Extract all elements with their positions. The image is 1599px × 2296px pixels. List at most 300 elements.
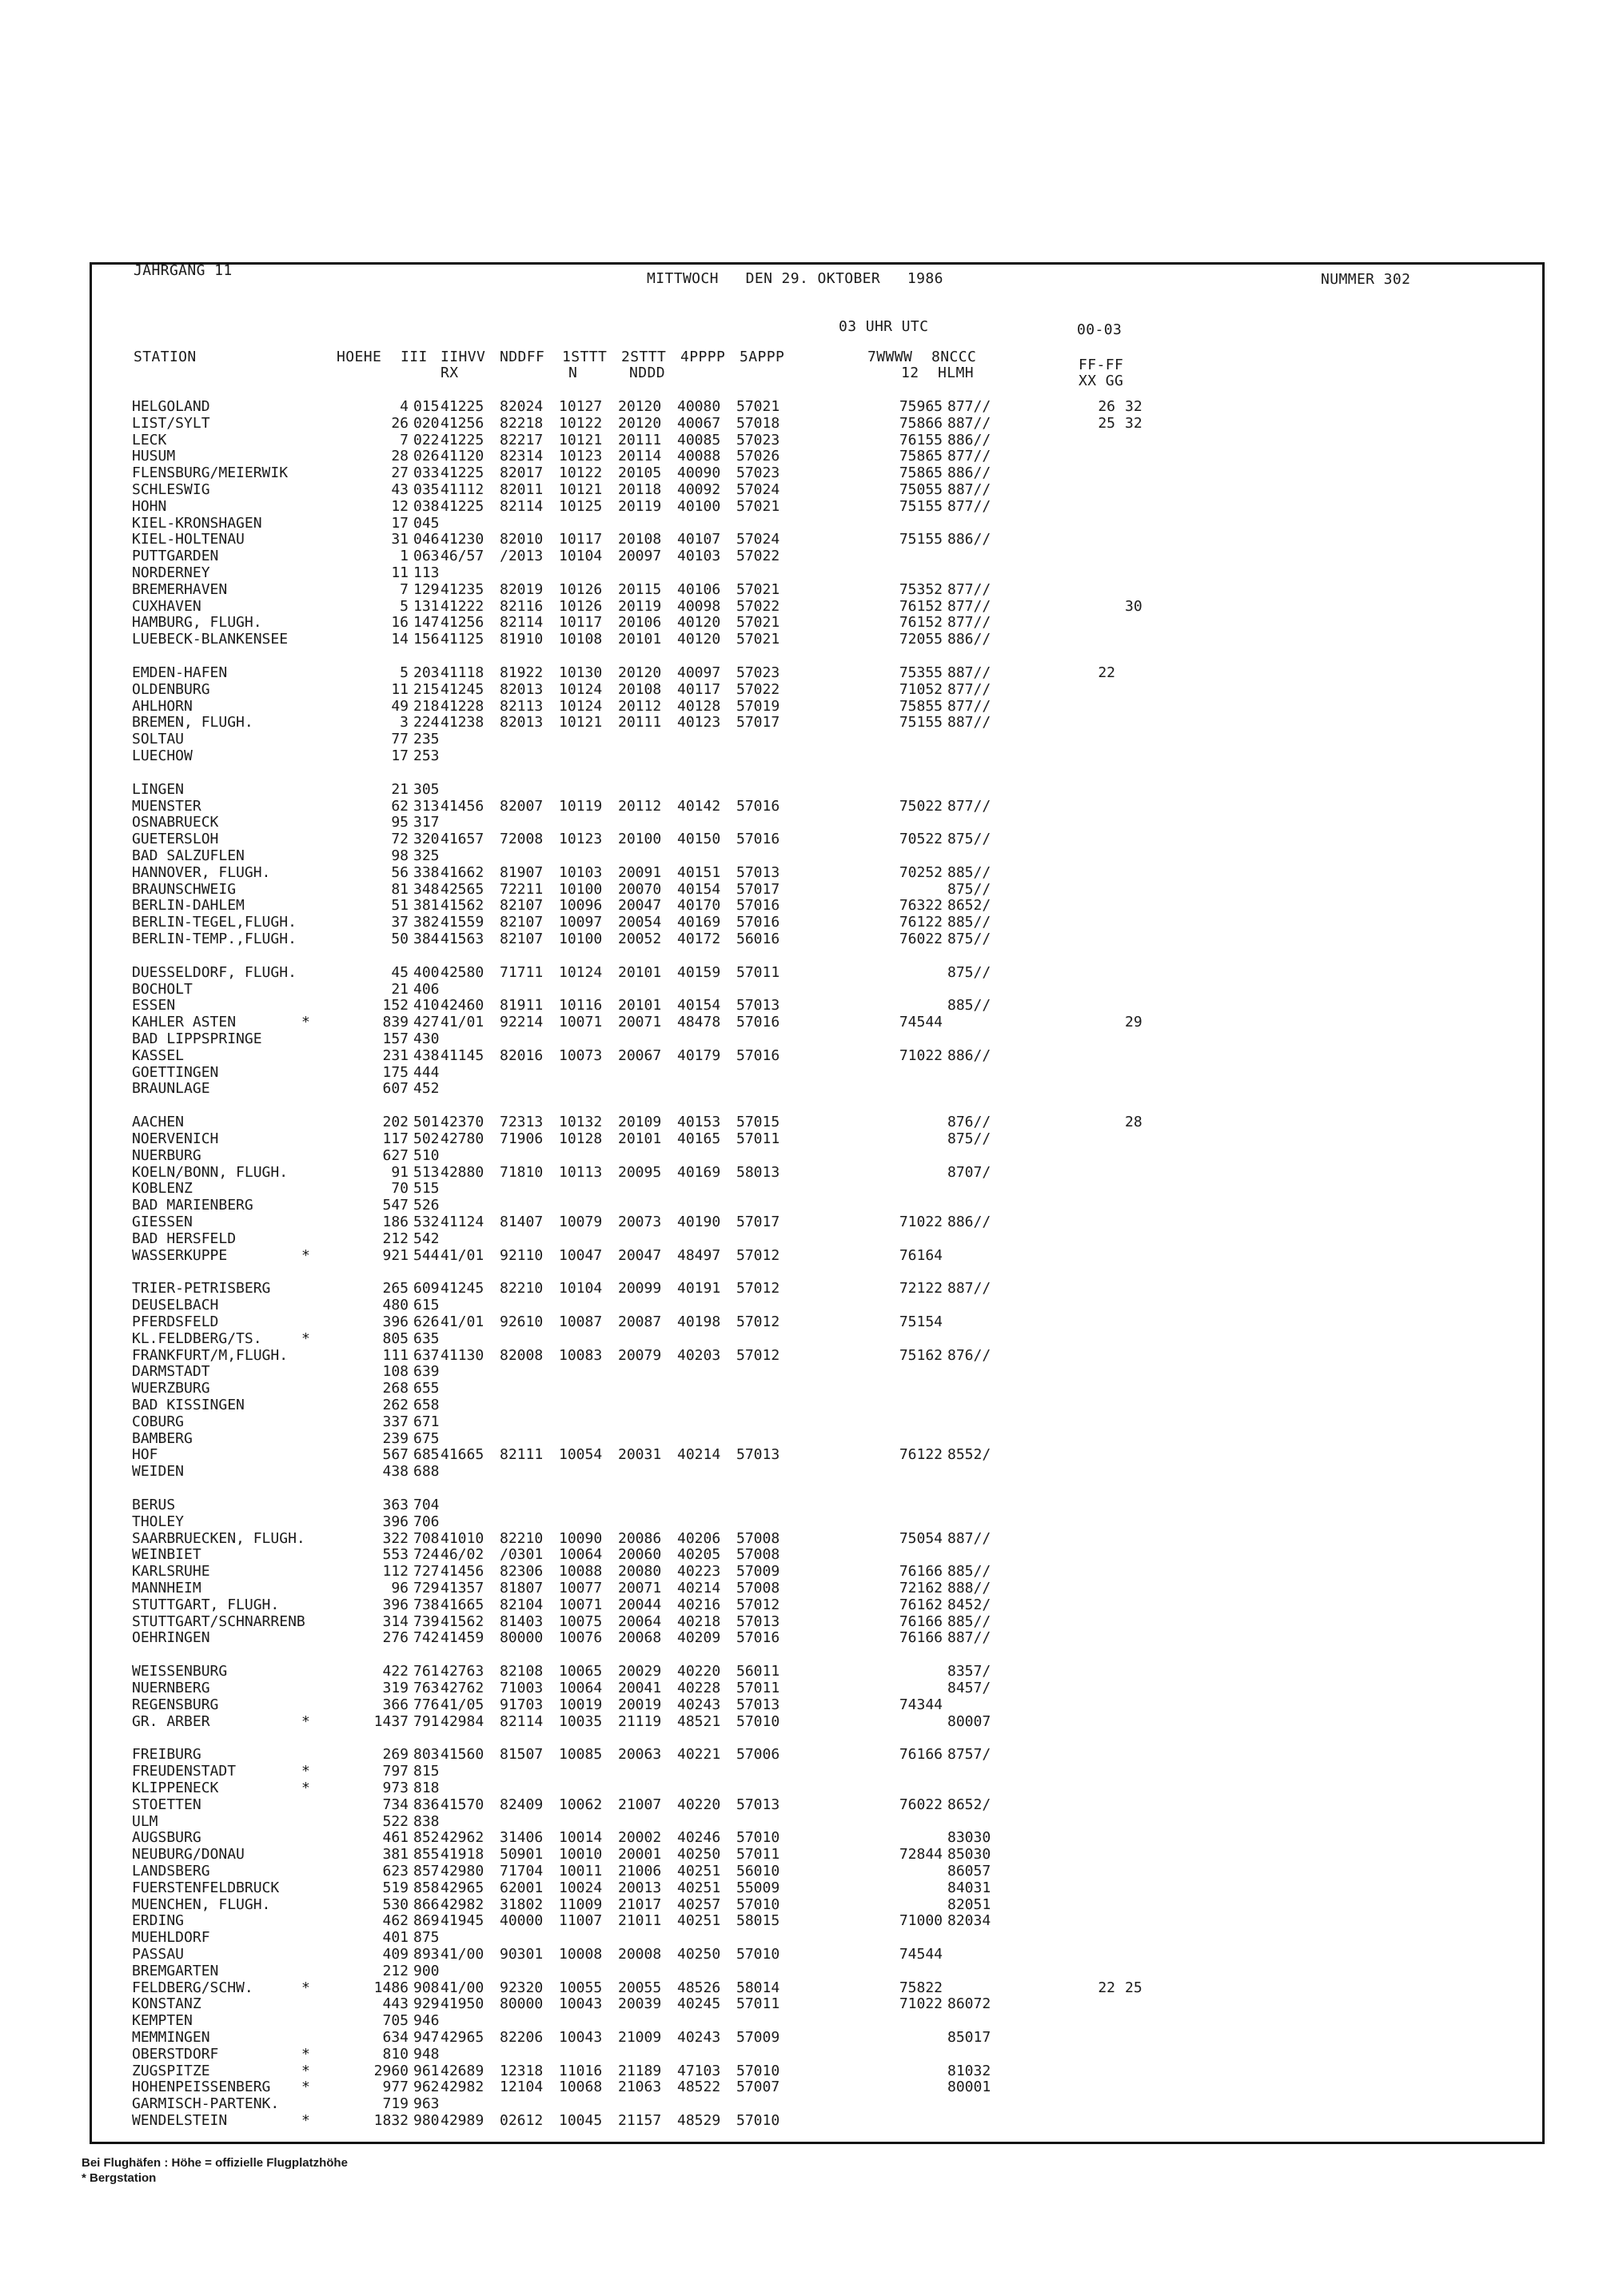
group-4pppp: 40098 (677, 597, 721, 615)
station-name: FUERSTENFELDBRUCK (132, 1879, 280, 1896)
station-height: 21 (391, 780, 409, 798)
station-height: 14 (391, 631, 409, 648)
mountain-marker: * (301, 2062, 310, 2079)
group-iihvv: 41/01 (441, 1313, 484, 1330)
group-8nccc: 877// (947, 497, 991, 515)
gust-ff: 26 (1098, 398, 1115, 415)
group-7wwww: 70522 (899, 831, 943, 848)
station-name: STOETTEN (132, 1796, 201, 1813)
group-nddff: 82306 (500, 1563, 544, 1580)
issue-number: NUMMER 302 (1321, 271, 1411, 288)
group-2sttt: 20052 (618, 931, 662, 947)
group-1sttt: 10085 (559, 1746, 603, 1764)
group-8nccc: 887// (947, 481, 991, 498)
station-id: 325 (413, 847, 440, 864)
station-name: GARMISCH-PARTENK. (132, 2095, 280, 2113)
volume-label: JAHRGANG 11 (134, 262, 233, 279)
group-5appp: 57021 (736, 398, 780, 415)
station-name: THOLEY (132, 1513, 185, 1530)
station-id: 724 (413, 1546, 440, 1564)
group-5appp: 57012 (736, 1346, 780, 1364)
group-iihvv: 41665 (441, 1446, 484, 1464)
group-1sttt: 10130 (559, 664, 603, 681)
table-row (92, 1131, 1542, 1148)
group-7wwww: 71052 (899, 680, 943, 698)
group-8nccc: 82051 (947, 1895, 991, 1913)
station-height: 443 (382, 1995, 409, 2013)
group-2sttt: 20080 (618, 1563, 662, 1580)
table-row (92, 632, 1542, 648)
table-row (92, 1114, 1542, 1131)
station-name: FRANKFURT/M,FLUGH. (132, 1346, 289, 1364)
group-1sttt: 10122 (559, 414, 603, 432)
station-id: 671 (413, 1413, 440, 1430)
group-iihvv: 42962 (441, 1829, 484, 1847)
station-name: HANNOVER, FLUGH. (132, 863, 271, 881)
station-id: 635 (413, 1329, 440, 1347)
table-row (92, 1181, 1542, 1198)
group-2sttt: 20100 (618, 831, 662, 848)
group-2sttt: 20112 (618, 697, 662, 715)
station-name: BAD KISSINGEN (132, 1397, 245, 1413)
table-row (92, 1797, 1542, 1814)
group-8nccc: 877// (947, 797, 991, 815)
station-name: BAMBERG (132, 1429, 193, 1447)
group-8nccc: 877// (947, 580, 991, 598)
group-4pppp: 40223 (677, 1563, 721, 1580)
group-5appp: 56016 (736, 931, 780, 947)
group-4pppp: 40245 (677, 1995, 721, 2013)
station-id: 852 (413, 1829, 440, 1847)
group-1sttt: 10079 (559, 1214, 603, 1230)
group-2sttt: 20097 (618, 548, 662, 565)
table-row (92, 865, 1542, 882)
table-row (92, 1963, 1542, 1980)
group-1sttt: 10121 (559, 714, 603, 731)
group-8nccc: 887// (947, 414, 991, 432)
group-nddff: 92610 (500, 1313, 544, 1330)
group-4pppp: 40250 (677, 1946, 721, 1963)
station-name: WUERZBURG (132, 1380, 210, 1397)
group-5appp: 57013 (736, 1612, 780, 1630)
group-8nccc: 875// (947, 931, 991, 947)
group-7wwww: 72122 (899, 1280, 943, 1297)
station-name: FELDBERG/SCHW. (132, 1979, 253, 1996)
group-1sttt: 10043 (559, 1995, 603, 2013)
station-height: 45 (391, 963, 409, 981)
group-nddff: 71810 (500, 1163, 544, 1181)
table-row (92, 848, 1542, 865)
group-nddff: 81403 (500, 1612, 544, 1630)
group-4pppp: 40218 (677, 1612, 721, 1630)
group-1sttt: 10124 (559, 963, 603, 981)
station-id: 022 (413, 431, 440, 448)
station-height: 422 (382, 1663, 409, 1680)
gust-ff: 22 (1098, 1979, 1115, 1996)
station-name: BERUS (132, 1497, 176, 1513)
report-date: MITTWOCH DEN 29. OKTOBER 1986 (647, 270, 943, 287)
group-2sttt: 20111 (618, 714, 662, 731)
group-1sttt: 10100 (559, 880, 603, 898)
station-height: 2960 (373, 2062, 409, 2079)
group-7wwww: 76122 (899, 914, 943, 931)
group-4pppp: 40246 (677, 1829, 721, 1847)
group-8nccc: 877// (947, 680, 991, 698)
group-2sttt: 20054 (618, 914, 662, 931)
station-height: 7 (400, 580, 409, 598)
group-4pppp: 40128 (677, 697, 721, 715)
station-height: 112 (382, 1563, 409, 1580)
group-4pppp: 40170 (677, 897, 721, 915)
table-row (92, 1314, 1542, 1331)
group-5appp: 57016 (736, 831, 780, 848)
group-4pppp: 40251 (677, 1879, 721, 1896)
group-8nccc: 86057 (947, 1863, 991, 1879)
group-1sttt: 10088 (559, 1563, 603, 1580)
group-2sttt: 20002 (618, 1829, 662, 1847)
group-4pppp: 40117 (677, 680, 721, 698)
group-1sttt: 10010 (559, 1846, 603, 1864)
station-height: 27 (391, 464, 409, 482)
group-7wwww: 75155 (899, 714, 943, 731)
table-row (92, 1065, 1542, 1082)
table-row (92, 399, 1542, 416)
group-4pppp: 40209 (677, 1629, 721, 1647)
col-8nccc-sub: HLMH (938, 365, 974, 381)
station-name: KARLSRUHE (132, 1563, 210, 1580)
station-height: 62 (391, 797, 409, 815)
station-id: 742 (413, 1629, 440, 1647)
group-5appp: 57018 (736, 414, 780, 432)
group-7wwww: 76164 (899, 1246, 943, 1264)
group-1sttt: 10043 (559, 2029, 603, 2046)
station-name: GOETTINGEN (132, 1063, 219, 1081)
station-height: 17 (391, 514, 409, 532)
station-id: 381 (413, 897, 440, 915)
station-height: 26 (391, 414, 409, 432)
group-5appp: 57011 (736, 1995, 780, 2013)
table-row (92, 532, 1542, 548)
station-id: 738 (413, 1596, 440, 1613)
station-name: ZUGSPITZE (132, 2062, 210, 2079)
group-iihvv: 41657 (441, 831, 484, 848)
group-2sttt: 20073 (618, 1214, 662, 1230)
station-height: 461 (382, 1829, 409, 1847)
group-iihvv: 41225 (441, 464, 484, 482)
station-name: BREMEN, FLUGH. (132, 714, 253, 731)
table-row (92, 982, 1542, 999)
station-height: 95 (391, 814, 409, 831)
mountain-marker: * (301, 2079, 310, 2096)
group-2sttt: 20055 (618, 1979, 662, 1996)
group-iihvv: 41/05 (441, 1696, 484, 1713)
group-1sttt: 10064 (559, 1546, 603, 1564)
table-row (92, 748, 1542, 765)
station-name: SCHLESWIG (132, 481, 210, 498)
station-name: KASSEL (132, 1046, 185, 1064)
group-1sttt: 10055 (559, 1979, 603, 1996)
table-row (92, 1248, 1542, 1265)
group-4pppp: 40150 (677, 831, 721, 848)
station-height: 977 (382, 2079, 409, 2096)
station-name: WEINBIET (132, 1546, 201, 1564)
table-row (92, 548, 1542, 565)
group-1sttt: 10124 (559, 680, 603, 698)
gust-ff: 22 (1098, 664, 1115, 681)
station-height: 21 (391, 980, 409, 998)
station-height: 567 (382, 1446, 409, 1464)
col-2sttt-sub: NDDD (629, 365, 665, 381)
station-id: 384 (413, 931, 440, 947)
station-id: 761 (413, 1663, 440, 1680)
station-id: 235 (413, 731, 440, 748)
station-name: NOERVENICH (132, 1130, 219, 1147)
group-1sttt: 10065 (559, 1663, 603, 1680)
group-5appp: 57016 (736, 797, 780, 815)
group-2sttt: 20071 (618, 1014, 662, 1031)
station-name: WASSERKUPPE (132, 1246, 228, 1264)
group-7wwww: 71022 (899, 1214, 943, 1230)
group-5appp: 57011 (736, 1680, 780, 1696)
station-height: 77 (391, 731, 409, 748)
station-id: 035 (413, 481, 440, 498)
station-height: 265 (382, 1280, 409, 1297)
station-height: 1 (400, 548, 409, 565)
group-iihvv: 41124 (441, 1214, 484, 1230)
group-4pppp: 40169 (677, 1163, 721, 1181)
table-row (92, 1664, 1542, 1680)
station-height: 5 (400, 597, 409, 615)
station-name: BERLIN-DAHLEM (132, 897, 245, 915)
group-1sttt: 10132 (559, 1114, 603, 1131)
group-2sttt: 20108 (618, 680, 662, 698)
station-name: BRAUNLAGE (132, 1080, 210, 1098)
group-nddff: 92320 (500, 1979, 544, 1996)
station-height: 212 (382, 1962, 409, 1979)
group-nddff: 81911 (500, 997, 544, 1014)
group-2sttt: 20019 (618, 1696, 662, 1713)
station-name: KOBLENZ (132, 1180, 193, 1198)
group-7wwww: 76166 (899, 1746, 943, 1764)
group-4pppp: 40251 (677, 1912, 721, 1930)
mountain-marker: * (301, 1763, 310, 1780)
group-7wwww: 76152 (899, 597, 943, 615)
group-8nccc: 885// (947, 1563, 991, 1580)
table-row (92, 582, 1542, 599)
station-height: 438 (382, 1463, 409, 1481)
station-height: 5 (400, 664, 409, 681)
group-iihvv: 41120 (441, 448, 484, 465)
gust-gg: 29 (1125, 1014, 1142, 1031)
station-height: 186 (382, 1214, 409, 1230)
station-height: 202 (382, 1114, 409, 1131)
group-iihvv: 41945 (441, 1912, 484, 1930)
group-2sttt: 21011 (618, 1912, 662, 1930)
group-5appp: 57011 (736, 1846, 780, 1864)
station-id: 875 (413, 1929, 440, 1947)
group-1sttt: 10075 (559, 1612, 603, 1630)
group-1sttt: 10087 (559, 1313, 603, 1330)
group-iihvv: 42689 (441, 2062, 484, 2079)
group-4pppp: 40243 (677, 1696, 721, 1713)
group-nddff: 82218 (500, 414, 544, 432)
station-name: KAHLER ASTEN (132, 1014, 237, 1031)
group-nddff: 71711 (500, 963, 544, 981)
station-id: 203 (413, 664, 440, 681)
group-nddff: 82111 (500, 1446, 544, 1464)
group-7wwww: 75055 (899, 481, 943, 498)
station-height: 396 (382, 1313, 409, 1330)
station-name: AACHEN (132, 1114, 185, 1131)
station-name: DARMSTADT (132, 1363, 210, 1381)
station-height: 623 (382, 1863, 409, 1879)
group-nddff: 81907 (500, 863, 544, 881)
group-8nccc: 877// (947, 597, 991, 615)
station-name: SOLTAU (132, 731, 185, 748)
station-height: 519 (382, 1879, 409, 1896)
observation-time: 03 UHR UTC (839, 318, 929, 335)
table-row (92, 799, 1542, 815)
group-1sttt: 10127 (559, 398, 603, 415)
group-8nccc: 8707/ (947, 1163, 991, 1181)
station-height: 553 (382, 1546, 409, 1564)
group-8nccc: 85017 (947, 2029, 991, 2046)
group-nddff: 82108 (500, 1663, 544, 1680)
group-2sttt: 21006 (618, 1863, 662, 1879)
group-7wwww: 76166 (899, 1563, 943, 1580)
station-height: 37 (391, 914, 409, 931)
station-name: ESSEN (132, 997, 176, 1014)
group-iihvv: 41950 (441, 1995, 484, 2013)
group-8nccc: 86072 (947, 1995, 991, 2013)
group-5appp: 55009 (736, 1879, 780, 1896)
group-iihvv: 41118 (441, 664, 484, 681)
group-8nccc: 82034 (947, 1912, 991, 1930)
table-row (92, 1714, 1542, 1731)
group-iihvv: 46/02 (441, 1546, 484, 1564)
group-2sttt: 21119 (618, 1712, 662, 1730)
group-5appp: 57008 (736, 1546, 780, 1564)
group-2sttt: 20067 (618, 1046, 662, 1064)
group-nddff: 91703 (500, 1696, 544, 1713)
group-iihvv: 41225 (441, 431, 484, 448)
group-8nccc: 8652/ (947, 1796, 991, 1813)
table-row (92, 1048, 1542, 1065)
station-height: 81 (391, 880, 409, 898)
group-iihvv: 41559 (441, 914, 484, 931)
group-iihvv: 41230 (441, 531, 484, 548)
station-name: KIEL-HOLTENAU (132, 531, 245, 548)
group-5appp: 57016 (736, 1046, 780, 1064)
group-5appp: 57021 (736, 614, 780, 632)
group-2sttt: 20047 (618, 1246, 662, 1264)
station-name: WENDELSTEIN (132, 2112, 228, 2129)
station-height: 16 (391, 614, 409, 632)
station-id: 658 (413, 1397, 440, 1413)
group-2sttt: 20114 (618, 448, 662, 465)
table-row (92, 1930, 1542, 1947)
group-2sttt: 20044 (618, 1596, 662, 1613)
station-name: KOELN/BONN, FLUGH. (132, 1163, 289, 1181)
group-7wwww: 72844 (899, 1846, 943, 1864)
group-2sttt: 20008 (618, 1946, 662, 1963)
station-name: FREUDENSTADT (132, 1763, 237, 1780)
station-id: 858 (413, 1879, 440, 1896)
group-4pppp: 40103 (677, 548, 721, 565)
group-iihvv: 41662 (441, 863, 484, 881)
station-height: 269 (382, 1746, 409, 1764)
table-row (92, 1880, 1542, 1897)
group-4pppp: 40107 (677, 531, 721, 548)
station-height: 50 (391, 931, 409, 947)
group-8nccc: 80007 (947, 1712, 991, 1730)
table-row (92, 516, 1542, 532)
group-iihvv: 41222 (441, 597, 484, 615)
group-nddff: 81922 (500, 664, 544, 681)
group-nddff: 82010 (500, 531, 544, 548)
station-height: 627 (382, 1146, 409, 1164)
group-5appp: 57010 (736, 2112, 780, 2129)
group-7wwww: 70252 (899, 863, 943, 881)
group-5appp: 57022 (736, 680, 780, 698)
group-nddff: 82104 (500, 1596, 544, 1613)
group-4pppp: 48522 (677, 2079, 721, 2096)
station-name: EMDEN-HAFEN (132, 664, 228, 681)
station-height: 212 (382, 1230, 409, 1247)
col-station: STATION (134, 349, 197, 365)
group-iihvv: 41145 (441, 1046, 484, 1064)
group-2sttt: 20111 (618, 431, 662, 448)
group-5appp: 57009 (736, 1563, 780, 1580)
station-id: 836 (413, 1796, 440, 1813)
group-nddff: 82114 (500, 497, 544, 515)
group-iihvv: 41238 (441, 714, 484, 731)
group-4pppp: 48526 (677, 1979, 721, 1996)
station-height: 366 (382, 1696, 409, 1713)
group-4pppp: 40159 (677, 963, 721, 981)
group-iihvv: 42989 (441, 2112, 484, 2129)
col-2sttt: 2STTT (621, 349, 667, 365)
station-id: 739 (413, 1612, 440, 1630)
table-row (92, 1531, 1542, 1548)
group-5appp: 57013 (736, 1446, 780, 1464)
group-5appp: 58014 (736, 1979, 780, 1996)
station-height: 363 (382, 1497, 409, 1513)
group-1sttt: 10083 (559, 1346, 603, 1364)
group-8nccc: 886// (947, 1046, 991, 1064)
group-iihvv: 41010 (441, 1529, 484, 1547)
station-name: BAD SALZUFLEN (132, 847, 245, 864)
col-hoehe: HOEHE (337, 349, 382, 365)
group-nddff: 82013 (500, 680, 544, 698)
station-name: COBURG (132, 1413, 185, 1430)
group-7wwww: 75822 (899, 1979, 943, 1996)
station-height: 17 (391, 747, 409, 764)
group-4pppp: 40120 (677, 631, 721, 648)
table-row (92, 1614, 1542, 1631)
station-id: 147 (413, 614, 440, 632)
station-name: OEHRINGEN (132, 1629, 210, 1647)
group-1sttt: 10096 (559, 897, 603, 915)
group-2sttt: 20115 (618, 580, 662, 598)
table-row (92, 1081, 1542, 1098)
station-name: MUENCHEN, FLUGH. (132, 1895, 271, 1913)
group-4pppp: 40190 (677, 1214, 721, 1230)
station-height: 117 (382, 1130, 409, 1147)
station-name: NUERBURG (132, 1146, 201, 1164)
col-7wwww: 7WWWW (867, 349, 913, 365)
station-name: HOHENPEISSENBERG (132, 2079, 271, 2096)
